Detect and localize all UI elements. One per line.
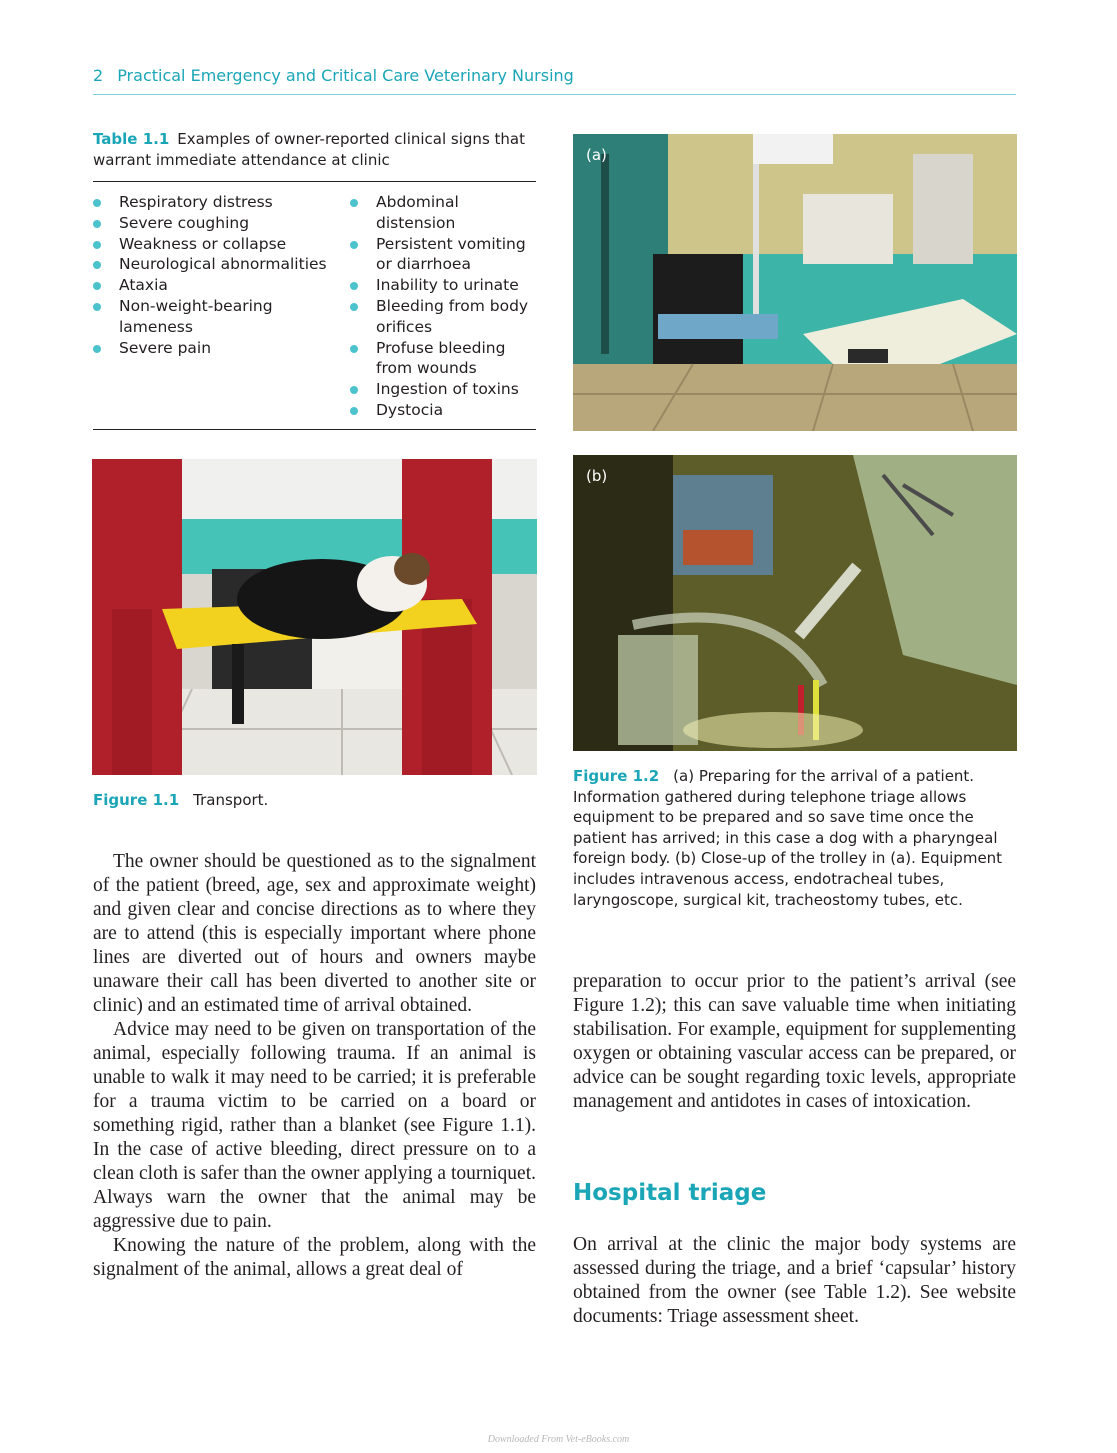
paragraph: Knowing the nature of the problem, along with the signalment of the animal, allows a great deal of xyxy=(93,1235,536,1280)
list-item: Persistent vomiting or diarrhoea xyxy=(350,234,536,276)
footer-watermark: Downloaded From Vet-eBooks.com xyxy=(487,1434,630,1445)
table-1-1 xyxy=(93,129,536,430)
figure-1-2b-photo xyxy=(573,455,1017,751)
figure-1-2a-photo xyxy=(573,134,1017,431)
figure-1-2-caption xyxy=(573,766,1018,910)
figure-1-1-photo xyxy=(92,459,537,775)
list-item: Ataxia xyxy=(93,275,350,296)
table-left-list xyxy=(93,192,350,421)
list-item: Inability to urinate xyxy=(350,275,536,296)
figure-label: Figure 1.1 xyxy=(93,791,180,809)
list-item: Abdominal distension xyxy=(350,192,536,234)
table-right-list xyxy=(350,192,536,421)
left-column-text xyxy=(93,850,536,1282)
paragraph: On arrival at the clinic the major body systems are assessed during the triage, and a brief ‘capsular’ history obtained from the owner (see Table 1.2). See website documents: Triage assessment sheet. xyxy=(573,1234,1016,1327)
panel-label-b: (b) xyxy=(586,467,608,485)
figure-caption-text: (a) Preparing for the arrival of a patient. Information gathered during telephone triage allows equipment to be prepared and so save time once the patient has arrived; in this case a dog with a pharyngeal foreign body. (b) Close-up of the trolley in (a). Equipment includes intravenous access, endotracheal tubes, laryngoscope, surgical kit, tracheostomy tubes, etc. xyxy=(573,767,1003,909)
figure-1-1-caption xyxy=(93,790,536,811)
list-item: Respiratory distress xyxy=(93,192,350,213)
panel-label-a: (a) xyxy=(586,146,607,164)
list-item: Bleeding from body orifices xyxy=(350,296,536,338)
list-item: Profuse bleeding from wounds xyxy=(350,338,536,380)
transport-illustration xyxy=(92,459,537,775)
list-item: Severe pain xyxy=(93,338,350,359)
figure-label: Figure 1.2 xyxy=(573,767,660,785)
running-head xyxy=(93,66,1016,95)
table-bottom-rule xyxy=(93,429,536,430)
table-label: Table 1.1 xyxy=(93,130,170,148)
list-item: Severe coughing xyxy=(93,213,350,234)
trolley-illustration xyxy=(573,455,1017,751)
table-caption xyxy=(93,129,536,171)
list-item: Weakness or collapse xyxy=(93,234,350,255)
prep-room-illustration xyxy=(573,134,1017,431)
list-item: Neurological abnormalities xyxy=(93,254,350,275)
figure-caption-text: Transport. xyxy=(193,791,269,809)
book-title: Practical Emergency and Critical Care Veterinary Nursing xyxy=(117,66,574,85)
paragraph: preparation to occur prior to the patient’s arrival (see Figure 1.2); this can save valuable time when initiating stabilisation. For example, equipment for supplementing oxygen or obtaining vascular access can be prepared, or advice can be sought regarding toxic levels, appropriate management and antidotes in cases of intoxication. xyxy=(573,971,1016,1112)
list-item: Non-weight-bearing lameness xyxy=(93,296,350,338)
paragraph: Advice may need to be given on transportation of the animal, especially following trauma. If an animal is unable to walk it may need to be carried; it is preferable for a trauma victim to be carried on a board or something rigid, rather than a blanket (see Figure 1.1). In the case of active bleeding, direct pressure on to a clean cloth is safer than the owner applying a tourniquet. Always warn the owner that the animal may be aggressive due to pain. xyxy=(93,1019,536,1232)
table-columns xyxy=(93,182,536,421)
right-column-text-bottom xyxy=(573,1233,1016,1329)
list-item: Dystocia xyxy=(350,400,536,421)
list-item: Ingestion of toxins xyxy=(350,379,536,400)
table-caption-text: Examples of owner-reported clinical signs that warrant immediate attendance at clinic xyxy=(93,130,525,169)
paragraph: The owner should be questioned as to the signalment of the patient (breed, age, sex and approximate weight) and given clear and concise directions as to where they are to attend (this is especially important where phone lines are diverted out of hours and owners maybe unaware their call has been diverted to another site or clinic) and an estimated time of arrival obtained. xyxy=(93,851,536,1016)
section-heading: Hospital triage xyxy=(573,1180,767,1206)
page-number: 2 xyxy=(93,66,104,85)
right-column-text-top xyxy=(573,970,1016,1114)
